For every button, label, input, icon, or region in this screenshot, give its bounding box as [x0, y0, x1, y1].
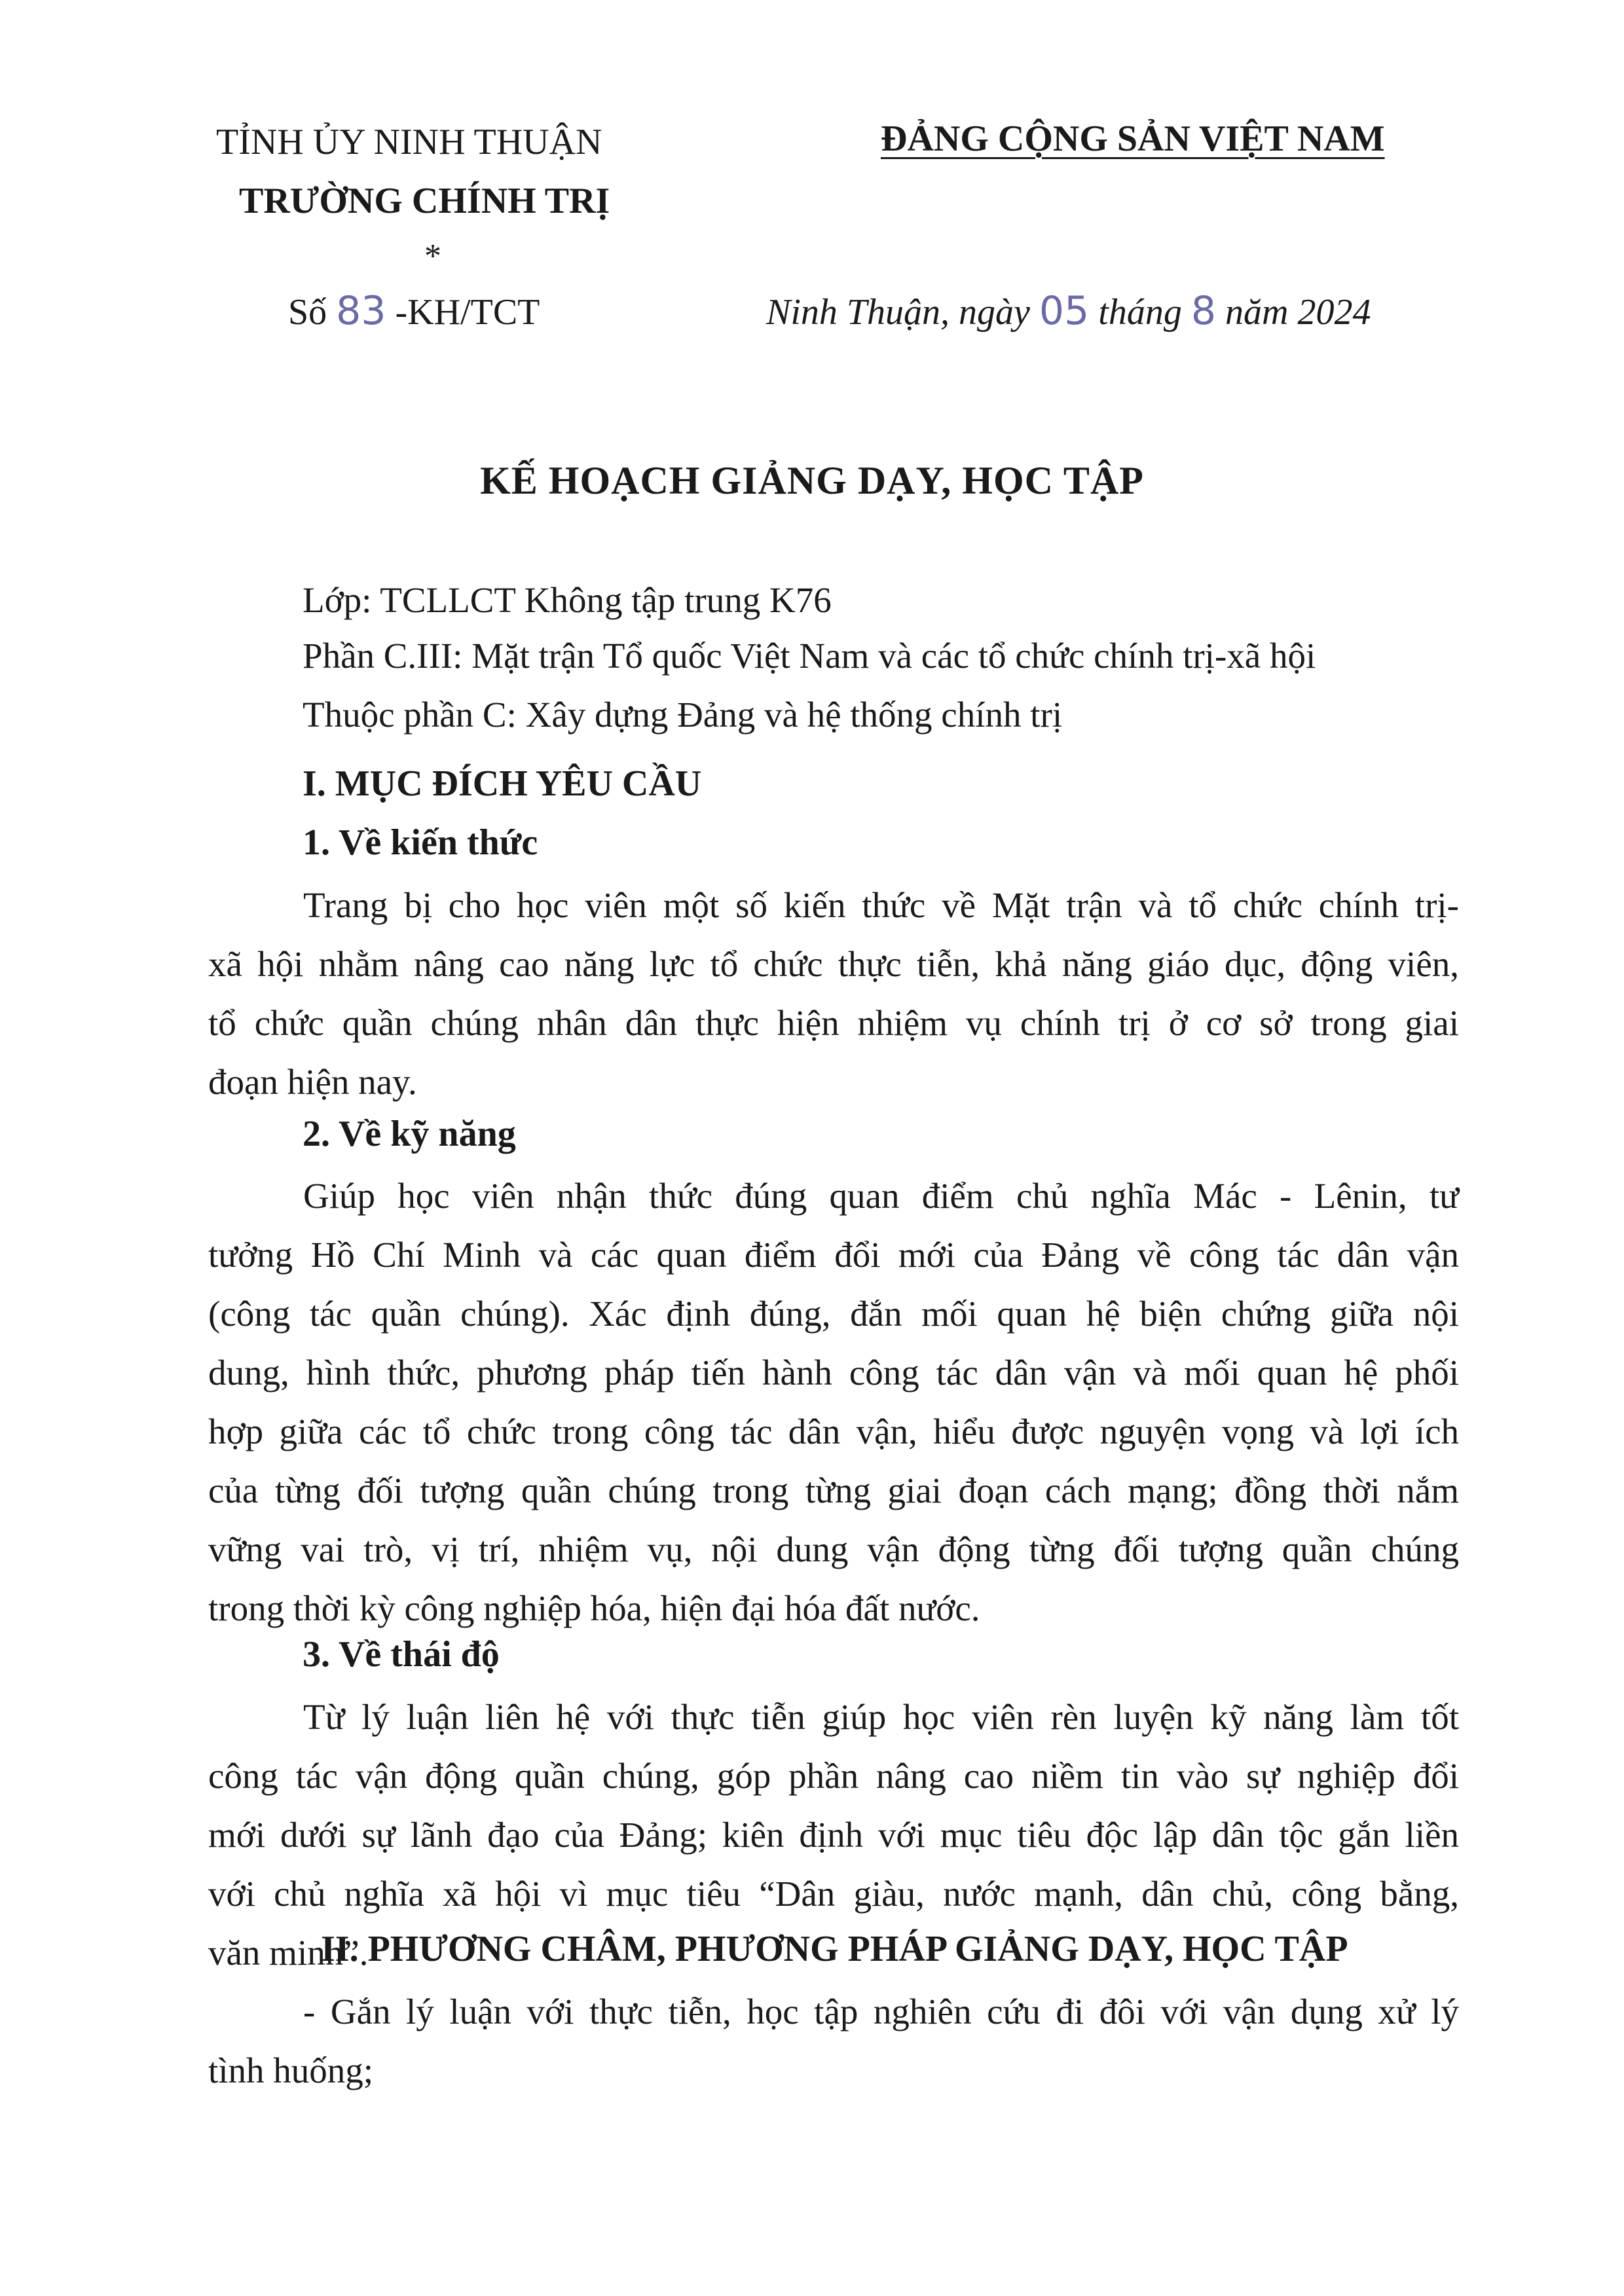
subsection-attitude-heading: 3. Về thái độ [303, 1634, 500, 1675]
paragraph-line: (công tác quần chúng). Xác định đúng, đắn mối quan hệ biện chứng giữa nội [208, 1294, 1459, 1334]
paragraph-knowledge [208, 876, 1459, 1112]
paragraph-line: trong thời kỳ công nghiệp hóa, hiện đại hóa đất nước. [208, 1588, 980, 1628]
date-suffix: năm 2024 [1216, 292, 1371, 333]
paragraph-line: - Gắn lý luận với thực tiễn, học tập nghiên cứu đi đôi với vận dụng xử lý [303, 1992, 1459, 2032]
section-1-heading: I. MỤC ĐÍCH YÊU CẦU [303, 763, 702, 804]
paragraph-line: hợp giữa các tổ chức trong công tác dân vận, hiểu được nguyện vọng và lợi ích [208, 1412, 1459, 1451]
paragraph-line: Giúp học viên nhận thức đúng quan điểm chủ nghĩa Mác - Lênin, tư [303, 1176, 1459, 1216]
date-mid: tháng [1089, 292, 1191, 333]
paragraph-line: xã hội nhằm nâng cao năng lực tổ chức thực tiễn, khả năng giáo dục, động viên, [208, 944, 1459, 984]
paragraph-line: vững vai trò, vị trí, nhiệm vụ, nội dung vận động từng đối tượng quần chúng [208, 1529, 1459, 1569]
meta-class: Lớp: TCLLCT Không tập trung K76 [303, 580, 832, 620]
date-prefix: Ninh Thuận, ngày [766, 292, 1039, 333]
paragraph-line: tưởng Hồ Chí Minh và các quan điểm đổi mới của Đảng về công tác dân vận [208, 1235, 1459, 1275]
org-line-2: TRƯỜNG CHÍNH TRỊ [239, 181, 610, 221]
date-month-handwritten: 8 [1190, 288, 1217, 334]
document-number-suffix: -KH/TCT [386, 292, 540, 333]
paragraph-line: văn minh”. [208, 1933, 369, 1973]
paragraph-line: tổ chức quần chúng nhân dân thực hiện nhiệm vụ chính trị ở cơ sở trong giai [208, 1003, 1459, 1043]
document-title: KẾ HOẠCH GIẢNG DẠY, HỌC TẬP [480, 459, 1144, 502]
paragraph-line: của từng đối tượng quần chúng trong từng giai đoạn cách mạng; đồng thời nắm [208, 1470, 1459, 1510]
document-number-handwritten: 83 [336, 288, 386, 334]
document-number-prefix: Số [288, 292, 337, 333]
paragraph-line: mới dưới sự lãnh đạo của Đảng; kiên định với mục tiêu độc lập dân tộc gắn liền [208, 1815, 1459, 1855]
document-date [766, 288, 1371, 334]
paragraph-skills [208, 1167, 1459, 1638]
document-number [288, 288, 540, 334]
org-star: * [424, 238, 441, 275]
paragraph-line: với chủ nghĩa xã hội vì mục tiêu “Dân giàu, nước mạnh, dân chủ, công bằng, [208, 1874, 1459, 1914]
meta-belongs: Thuộc phần C: Xây dựng Đảng và hệ thống chính trị [303, 695, 1063, 735]
paragraph-line: Trang bị cho học viên một số kiến thức về Mặt trận và tổ chức chính trị- [303, 885, 1459, 925]
paragraph-method [208, 1982, 1459, 2100]
paragraph-line: dung, hình thức, phương pháp tiến hành công tác dân vận và mối quan hệ phối [208, 1353, 1459, 1393]
subsection-skills-heading: 2. Về kỹ năng [303, 1114, 516, 1154]
party-name: ĐẢNG CỘNG SẢN VIỆT NAM [881, 118, 1385, 159]
paragraph-line: công tác vận động quần chúng, góp phần nâng cao niềm tin vào sự nghiệp đổi [208, 1756, 1459, 1796]
paragraph-line: tình huống; [208, 2050, 374, 2090]
section-2-heading: II. PHƯƠNG CHÂM, PHƯƠNG PHÁP GIẢNG DẠY, HỌC TẬP [321, 1929, 1348, 1969]
paragraph-line: đoạn hiện nay. [208, 1062, 417, 1102]
org-line-1: TỈNH ỦY NINH THUẬN [216, 122, 602, 162]
paragraph-line: Từ lý luận liên hệ với thực tiễn giúp học viên rèn luyện kỹ năng làm tốt [303, 1697, 1459, 1737]
meta-part: Phần C.III: Mặt trận Tổ quốc Việt Nam và các tổ chức chính trị-xã hội [303, 636, 1316, 676]
date-day-handwritten: 05 [1039, 288, 1090, 334]
subsection-knowledge-heading: 1. Về kiến thức [303, 822, 538, 863]
